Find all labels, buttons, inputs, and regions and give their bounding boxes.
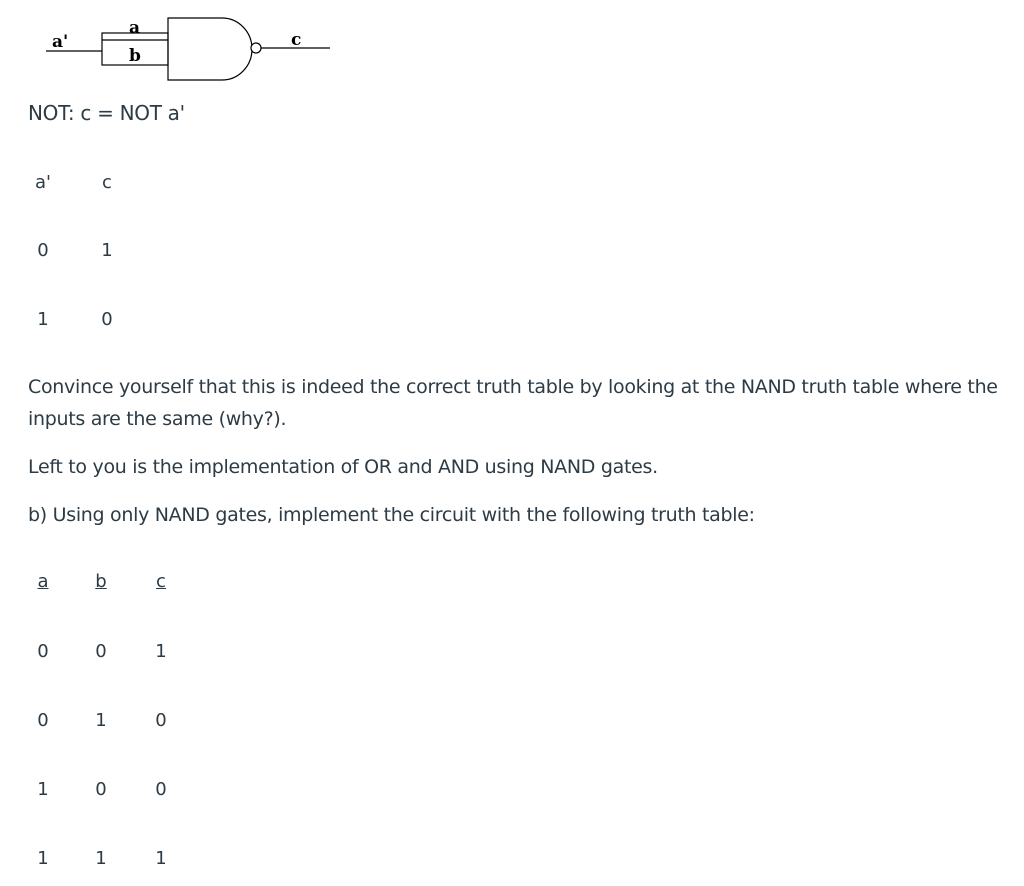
- diagram-input-top-label: a: [129, 18, 141, 38]
- nand-gate-body: [168, 18, 252, 80]
- paragraph-part-b: b) Using only NAND gates, implement the circuit with the following truth table:: [28, 504, 755, 526]
- b-table-row3-c: 0: [155, 779, 167, 800]
- nand-inversion-bubble: [251, 43, 261, 53]
- b-table-row3-a: 1: [37, 779, 49, 800]
- not-table-row2-a: 1: [37, 309, 49, 330]
- b-table-row2-c: 0: [155, 710, 167, 731]
- not-table-header-a: a': [35, 172, 51, 193]
- page-heading: NOT: c = NOT a': [28, 101, 185, 125]
- not-table-row1-a: 0: [37, 240, 49, 261]
- b-table-header-b: b: [95, 571, 107, 592]
- b-table-row4-a: 1: [37, 848, 49, 869]
- b-table-row1-a: 0: [37, 641, 49, 662]
- diagram-input-left-label: a': [52, 32, 69, 52]
- b-table-row3-b: 0: [95, 779, 107, 800]
- b-table-row4-b: 1: [95, 848, 107, 869]
- b-table-row2-b: 1: [95, 710, 107, 731]
- b-table-header-a: a: [37, 571, 49, 592]
- diagram-output-label: c: [291, 30, 302, 50]
- not-table-row2-c: 0: [101, 309, 113, 330]
- b-table-header-c: c: [156, 571, 166, 592]
- b-table-row1-c: 1: [155, 641, 167, 662]
- diagram-input-bottom-label: b: [129, 46, 141, 66]
- paragraph-convince-line2: inputs are the same (why?).: [28, 408, 287, 430]
- b-table-row1-b: 0: [95, 641, 107, 662]
- not-table-header-c: c: [102, 172, 112, 193]
- not-table-row1-c: 1: [101, 240, 113, 261]
- paragraph-convince-line1: Convince yourself that this is indeed the correct truth table by looking at the NAND truth table where the: [28, 376, 998, 398]
- paragraph-left-to-you: Left to you is the implementation of OR and AND using NAND gates.: [28, 456, 658, 478]
- b-table-row4-c: 1: [155, 848, 167, 869]
- nand-gate-diagram: [0, 0, 340, 90]
- b-table-row2-a: 0: [37, 710, 49, 731]
